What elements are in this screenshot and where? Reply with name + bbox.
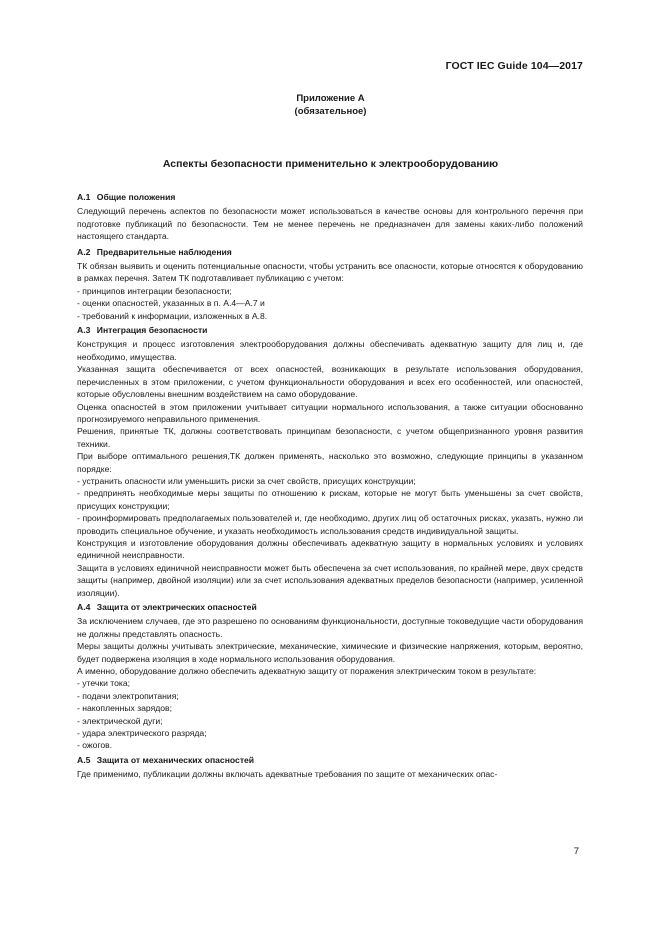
paragraph: А именно, оборудование должно обеспечить адекватную защиту от поражения электрическим током в результате: (77, 666, 537, 677)
list-item: - принципов интеграции безопасности; (77, 285, 232, 296)
section-heading-a3: А.3 Интеграция безопасности (77, 325, 208, 336)
list-item: - накопленных зарядов; (77, 703, 173, 714)
list-item: - электрической дуги; (77, 715, 163, 726)
page-number: 7 (573, 846, 579, 857)
section-heading-a5: А.5 Защита от механических опасностей (77, 754, 255, 765)
list-item: - ожогов. (77, 740, 113, 751)
list-item: - предпринять необходимые меры защиты по отношению к рискам, которые не могут быть уменьшены за счет свойств, присущих конструкции; (77, 488, 583, 511)
list-item: - оценки опасностей, указанных в п. А.4—А.7 и (77, 298, 265, 309)
paragraph: Меры защиты должны учитывать электрические, механические, химические и физические напряжения, которым, вероятно, будет подвержена изоляция в ходе нормального использования оборудования. (77, 641, 583, 664)
paragraph: Конструкция и процесс изготовления электрооборудования должны обеспечивать адекватную защиту для лиц и, где необходимо, имущества. (77, 339, 583, 362)
list-item: - утечки тока; (77, 678, 131, 689)
standard-designation: ГОСТ IEC Guide 104—2017 (445, 60, 583, 72)
paragraph: ТК обязан выявить и оценить потенциальные опасности, чтобы устранить все опасности, которые относятся к оборудованию в рамках перечня. Затем ТК подготавливает публикацию с учетом: (77, 261, 583, 284)
section-heading-a4: А.4 Защита от электрических опасностей (77, 602, 257, 612)
annex-status: (обязательное) (294, 106, 367, 117)
list-item: - устранить опасности или уменьшить риски за счет свойств, присущих конструкции; (77, 475, 416, 486)
paragraph: Где применимо, публикации должны включать адекватные требования по защите от механических опас- (77, 769, 498, 780)
paragraph: Указанная защита обеспечивается от всех опасностей, возникающих в результате использования оборудования, перечисленных в этом приложении, с учетом функциональности оборудования и всех его особенностей, или опасностей, которые обусловлены внешним воздействием на само оборудование. (77, 364, 583, 400)
paragraph: Следующий перечень аспектов по безопасности может использоваться в качестве основы для контрольного перечня при подготовке публикаций по безопасности. Тем не менее перечень не предназначен для замены каких-либо положений настоящего стандарта. (77, 206, 583, 242)
section-heading-a1: А.1 Общие положения (77, 192, 176, 202)
paragraph: Защита в условиях единичной неисправности может быть обеспечена за счет использования, по крайней мере, двух средств защиты (например, двойной изоляции) или за счет использования адекватных пределов безопасности (например, усиленной изоляции). (77, 562, 583, 598)
list-item: - требований к информации, изложенных в А.8. (77, 310, 268, 321)
annex-title: Приложение А (296, 93, 365, 104)
paragraph: Оценка опасностей в этом приложении учитывает ситуации нормального использования, а также ситуации обоснованно прогнозируемого неправильного применения. (77, 401, 583, 424)
section-heading-a2: А.2 Предварительные наблюдения (77, 246, 232, 257)
list-item: - проинформировать предполагаемых пользователей и, где необходимо, других лиц об остаточных рисках, указать, нужно ли проводить специальное обучение, и указать необходимость использования средств индивидуальной защиты. (77, 513, 583, 536)
annex-body (77, 191, 583, 781)
list-item: - подачи электропитания; (77, 690, 179, 701)
list-item: - удара электрического разряда; (77, 728, 207, 739)
paragraph: Решения, принятые ТК, должны соответствовать принципам безопасности, с учетом общепризнанного уровня развития техники. (77, 426, 583, 449)
paragraph: Конструкция и изготовление оборудования должны обеспечивать адекватную защиту в нормальных условиях и условиях единичной неисправности. (77, 537, 583, 561)
paragraph: За исключением случаев, где это разрешено по основаниям функциональности, доступные токоведущие части оборудования не должны представлять опасность. (77, 616, 583, 639)
annex-heading: Аспекты безопасности применительно к электрооборудованию (162, 158, 499, 170)
paragraph: При выборе оптимального решения,ТК должен применять, насколько это возможно, следующие принципы в указанном порядке: (77, 451, 583, 474)
